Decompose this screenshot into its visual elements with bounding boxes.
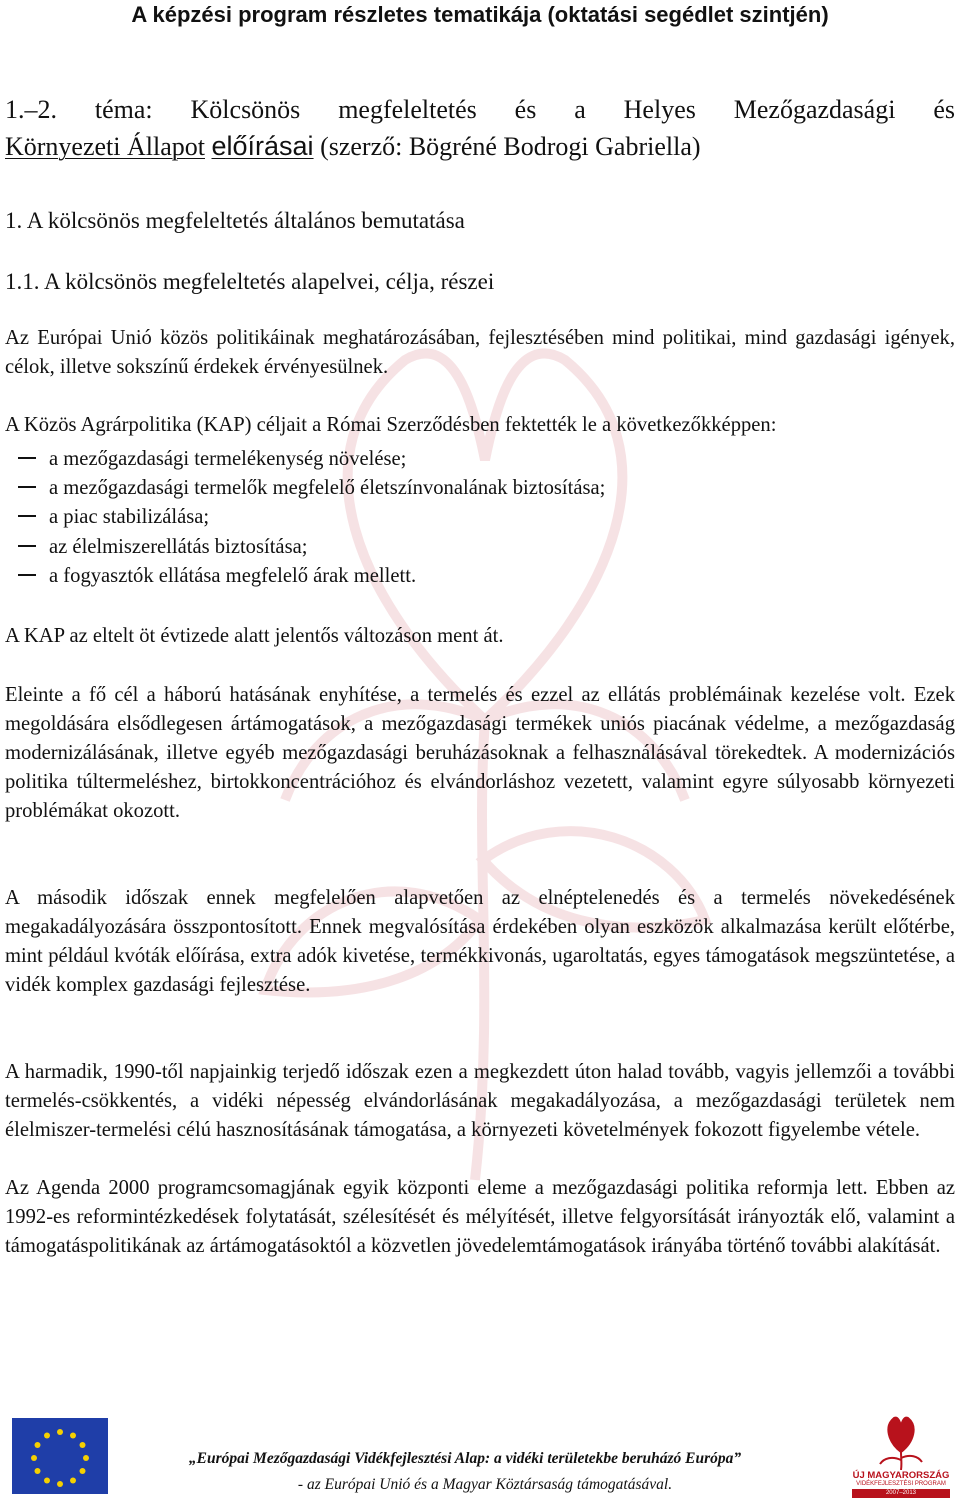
list-item: a fogyasztók ellátása megfelelő árak mellett.: [18, 562, 918, 591]
dash-bullet: [18, 457, 36, 459]
dash-bullet: [18, 515, 36, 517]
uj-magyarorszag-logo: [852, 1412, 950, 1498]
topic-author: (szerző: Bögréné Bodrogi Gabriella): [320, 132, 701, 161]
dash-bullet: [18, 574, 36, 576]
logo-title: ÚJ MAGYARORSZÁG: [852, 1470, 950, 1481]
section-heading: 1. A kölcsönös megfeleltetés általános bemutatása: [5, 208, 465, 233]
subsection-heading: 1.1. A kölcsönös megfeleltetés alapelvei, célja, részei: [5, 269, 495, 294]
paragraph-third-period: A harmadik, 1990-től napjainkig terjedő időszak ezen a megkezdett úton halad tovább, vagyis jellemzői a további termelés-csökkentés, a vidéki népesség elvándorlásának megakadályozása, a mezőgazdasági területek nem élelmiszer-termelési célú hasznosításának támogatása, a környezeti követelmények fokozott figyelembe vétele.: [5, 1061, 955, 1141]
list-item: a mezőgazdasági termelők megfelelő életszínvonalának biztosítása;: [18, 474, 918, 503]
paragraph-first-period: Eleinte a fő cél a háború hatásának enyhítése, a termelés és ezzel az ellátás problémáinak kezelése volt. Ezek megoldására elsődlegesen ártámogatások, a mezőgazdasági termékek uniós piacának védelme, a mezőgazdaság modernizálásának, illetve egyéb mezőgazdasági beruházásoknak a felhasználásával törekedtek. A modernizációs politika túltermeléshez, birtokkoncentrációhoz és elvándorláshoz vezetett, valamint egyre súlyosabb környezeti problémákat okozott.: [5, 684, 955, 822]
logo-years: 2007–2013: [852, 1489, 950, 1498]
paragraph-kap-change: A KAP az eltelt öt évtizede alatt jelentős változáson ment át.: [5, 625, 504, 647]
topic-underlined-word: előírásai: [211, 131, 314, 161]
paragraph-eu-policies: Az Európai Unió közös politikáinak meghatározásában, fejlesztésében mind politikai, mind gazdasági igények, célok, illetve sokszínű érdekek érvényesülnek.: [5, 327, 955, 378]
dash-bullet: [18, 486, 36, 488]
topic-heading: [5, 92, 955, 165]
paragraph-agenda-2000: Az Agenda 2000 programcsomagjának egyik központi eleme a mezőgazdasági politika reformja lett. Ebben az 1992-es reformintézkedések folytatását, szélesítését és mélyítését, illetve felgyorsítását irányozták elő, valamint a támogatáspolitikának az ártámogatásoktól a közvetlen jövedelemtámogatások irányába történő további alakítását.: [5, 1177, 955, 1257]
logo-subtitle: VIDÉKFEJLESZTÉSI PROGRAM: [856, 1481, 946, 1487]
tulip-logo-icon: [852, 1412, 950, 1470]
footer-fund-text: „Európai Mezőgazdasági Vidékfejlesztési Alap: a vidéki területekbe beruházó Európa”: [188, 1450, 742, 1467]
footer-support-text: - az Európai Unió és a Magyar Köztársaság támogatásával.: [297, 1476, 673, 1493]
page-title: A képzési program részletes tematikája (oktatási segédlet szintjén): [131, 2, 829, 27]
list-item: az élelmiszerellátás biztosítása;: [18, 533, 918, 562]
goals-list: [18, 445, 918, 591]
list-item: a piac stabilizálása;: [18, 503, 918, 532]
eu-flag-icon: [12, 1418, 108, 1494]
list-item: a mezőgazdasági termelékenység növelése;: [18, 445, 918, 474]
paragraph-second-period: A második időszak ennek megfelelően alapvetően az elnéptelenedés és a termelés növekedésének megakadályozására összpontosított. Ennek megvalósítása érdekében olyan eszközök alkalmazása került előtérbe, mint például kvóták előírása, extra adók kivetése, termékkivonás, ugaroltatás, egyes támogatások megszüntetése, a vidék komplex gazdasági fejlesztése.: [5, 887, 955, 996]
paragraph-kap-goals-intro: A Közös Agrárpolitika (KAP) céljait a Római Szerződésben fektették le a következőkképpen:: [5, 414, 777, 436]
topic-underlined-text: Környezeti Állapot: [5, 132, 205, 161]
dash-bullet: [18, 545, 36, 547]
topic-line-1: 1.–2. téma: Kölcsönös megfeleltetés és a Helyes Mezőgazdasági és: [5, 95, 955, 124]
